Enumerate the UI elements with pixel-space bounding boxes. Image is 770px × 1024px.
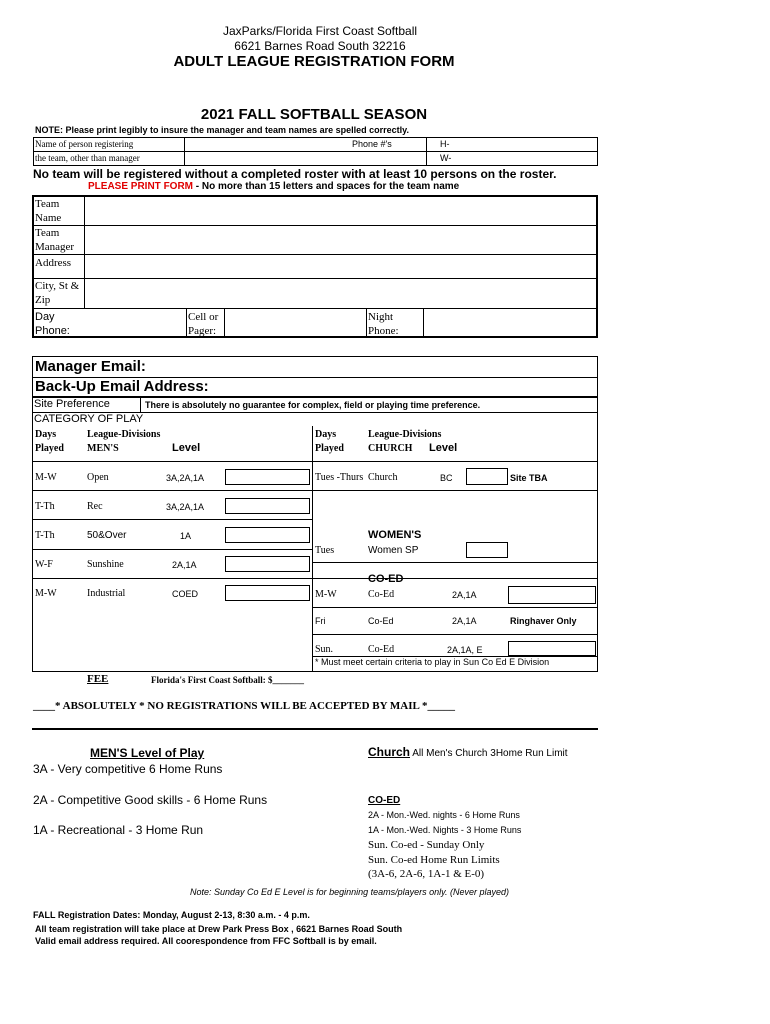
mens-level-title: MEN'S Level of Play [90,746,205,760]
coed-row-2-level: 2A,1A [452,616,477,626]
fee-label: FEE [87,673,109,685]
mens-row-3-checkbox[interactable] [225,527,310,543]
mens-row-3-days: T-Th [35,530,55,541]
mens-row-1-div: Open [87,472,109,483]
pager-label: Pager: [188,325,217,337]
mens-row-2-level: 3A,2A,1A [166,502,205,512]
legibility-note: NOTE: Please print legibly to insure the manager and team names are spelled correctly. [35,125,409,135]
church-site-tba: Site TBA [510,473,548,483]
church-row-days: Tues -Thurs [315,472,364,483]
church-row-checkbox[interactable] [466,468,508,485]
womens-row-div: Women SP [368,545,419,556]
days-label-right: Days [315,429,337,440]
home-phone-label: H- [440,139,450,149]
day-phone-label [35,310,70,338]
mens-row-1-level: 3A,2A,1A [166,473,205,483]
mens-row-5-days: M-W [35,588,57,599]
mens-row-4-div: Sunshine [87,559,124,570]
days-header-right [315,428,344,456]
league-div-label-right: League-Divisions [368,429,442,440]
team-manager-label: Team Manager [35,227,75,253]
coed-row-1-checkbox[interactable] [508,586,596,604]
registrant-name-label: Name of person registering [35,139,134,149]
mens-level-3a: 3A - Very competitive 6 Home Runs [33,762,223,776]
form-title: ADULT LEAGUE REGISTRATION FORM [173,53,455,70]
coed-row-1-level: 2A,1A [452,590,477,600]
coed-row-1-div: Co-Ed [368,589,395,600]
night-word: Night [368,311,394,323]
mens-row-5-checkbox[interactable] [225,585,310,601]
coed-level-title: CO-ED [368,795,401,806]
manager-email-field[interactable] [170,358,596,376]
site-preference-label: Site Preference [34,398,110,410]
mens-row-2-days: T-Th [35,501,55,512]
level-header-right: Level [429,442,458,454]
coed-sunday-values: (3A-6, 2A-6, 1A-1 & E-0) [368,868,485,880]
church-level-title: Church [368,745,410,759]
roster-notice: No team will be registered without a completed roster with at least 10 persons on the roster. [33,167,557,181]
mens-row-2-div: Rec [87,501,103,512]
night-label [368,310,399,338]
coed-row-3-days: Sun. [315,644,334,655]
church-label: CHURCH [368,443,413,454]
level-header-left: Level [172,442,201,454]
mens-row-1-days: M-W [35,472,57,483]
mens-level-1a: 1A - Recreational - 3 Home Run [33,823,204,837]
print-form-red: PLEASE PRINT FORM [88,181,194,192]
registrant-phone-field[interactable] [450,138,596,150]
team-name-label: Team Name [35,198,62,224]
print-form-rest: - No more than 15 letters and spaces for the team name [193,181,460,192]
mens-row-5-div: Industrial [87,588,126,599]
address-label: Address [35,257,72,269]
coed-row-3-div: Co-Ed [368,644,395,655]
mens-row-4-level: 2A,1A [172,560,197,570]
print-notice [88,181,459,192]
church-level [368,745,568,759]
mail-notice: ____* ABSOLUTELY * NO REGISTRATIONS WILL BE ACCEPTED BY MAIL *_____ [33,700,455,712]
coed-row-3-checkbox[interactable] [508,641,596,656]
registrant-name-field[interactable] [186,138,424,150]
mens-row-3-div: 50&Over [87,530,127,541]
team-manager-field[interactable] [86,226,596,253]
night-phone-colon: Phone: [368,325,399,337]
season-title: 2021 FALL SOFTBALL SEASON [200,106,428,123]
days-header-left [35,428,64,456]
day-phone-colon: Phone: [35,325,70,337]
registration-dates: FALL Registration Dates: Monday, August 2-13, 8:30 a.m. - 4 p.m. [33,910,310,920]
league-header-left [87,428,160,456]
registrant-team-label: the team, other than manager [35,153,140,163]
coed-title: CO-ED [368,573,404,585]
coed-sunday-only: Sun. Co-ed - Sunday Only [368,839,485,851]
divider-line [32,728,598,730]
coed-row-2-div: Co-Ed [368,616,394,626]
coed-sunday-limits: Sun. Co-ed Home Run Limits [368,854,500,866]
city-field[interactable] [86,279,596,307]
fee-text: Florida's First Coast Softball: $_______ [151,675,304,685]
church-row-level: BC [440,473,453,483]
coed-level-1a: 1A - Mon.-Wed. Nights - 3 Home Runs [368,825,522,835]
day-label: Day [35,311,55,323]
womens-row-days: Tues [315,545,335,556]
address-field[interactable] [86,255,596,277]
coed-row-3-level: 2A,1A, E [447,645,483,655]
category-label: CATEGORY OF PLAY [34,413,144,425]
site-preference-note: There is absolutely no guarantee for complex, field or playing time preference. [145,400,481,410]
church-level-text: All Men's Church 3Home Run Limit [410,748,568,759]
mens-row-5-level: COED [172,589,199,599]
womens-row-checkbox[interactable] [466,542,508,558]
city-label: City, St & Zip [35,280,80,306]
mens-row-4-checkbox[interactable] [225,556,310,572]
work-phone-label: W- [440,153,452,163]
phone-label: Phone #'s [352,139,392,149]
coed-row-2-note: Ringhaver Only [510,616,577,626]
sunday-criteria-note: * Must meet certain criteria to play in Sun Co Ed E Division [315,657,550,667]
mens-label: MEN'S [87,443,119,454]
email-requirement: Valid email address required. All coorespondence from FFC Softball is by email. [35,936,377,946]
played-label-right: Played [315,443,344,454]
coed-row-2-days: Fri [315,616,326,626]
registration-location: All team registration will take place at Drew Park Press Box , 6621 Barnes Road South [35,924,403,934]
league-div-label-left: League-Divisions [87,429,161,440]
mens-level-2a: 2A - Competitive Good skills - 6 Home Runs [33,793,268,807]
night-phone-field[interactable] [425,309,596,337]
days-label-left: Days [35,429,57,440]
mens-row-3-level: 1A [180,531,192,541]
church-row-div: Church [368,472,398,483]
coed-level-2a: 2A - Mon.-Wed. nights - 6 Home Runs [368,810,520,820]
coed-row-1-days: M-W [315,589,337,600]
day-phone-field[interactable] [86,309,185,337]
cell-or-label: Cell or [188,311,219,323]
womens-title: WOMEN'S [368,529,422,541]
org-address: 6621 Barnes Road South 32216 [234,39,406,53]
backup-email-label: Back-Up Email Address: [35,378,209,395]
cell-field[interactable] [226,309,365,337]
backup-email-field[interactable] [230,378,596,396]
mens-row-2-checkbox[interactable] [225,498,310,514]
played-label-left: Played [35,443,64,454]
cell-label [188,310,218,338]
sunday-e-note: Note: Sunday Co Ed E Level is for beginning teams/players only. (Never played) [190,887,509,897]
team-name-field[interactable] [86,197,596,224]
mens-row-1-checkbox[interactable] [225,469,310,485]
mens-row-4-days: W-F [35,559,53,570]
org-name: JaxParks/Florida First Coast Softball [222,24,418,38]
manager-email-label: Manager Email: [35,358,146,375]
